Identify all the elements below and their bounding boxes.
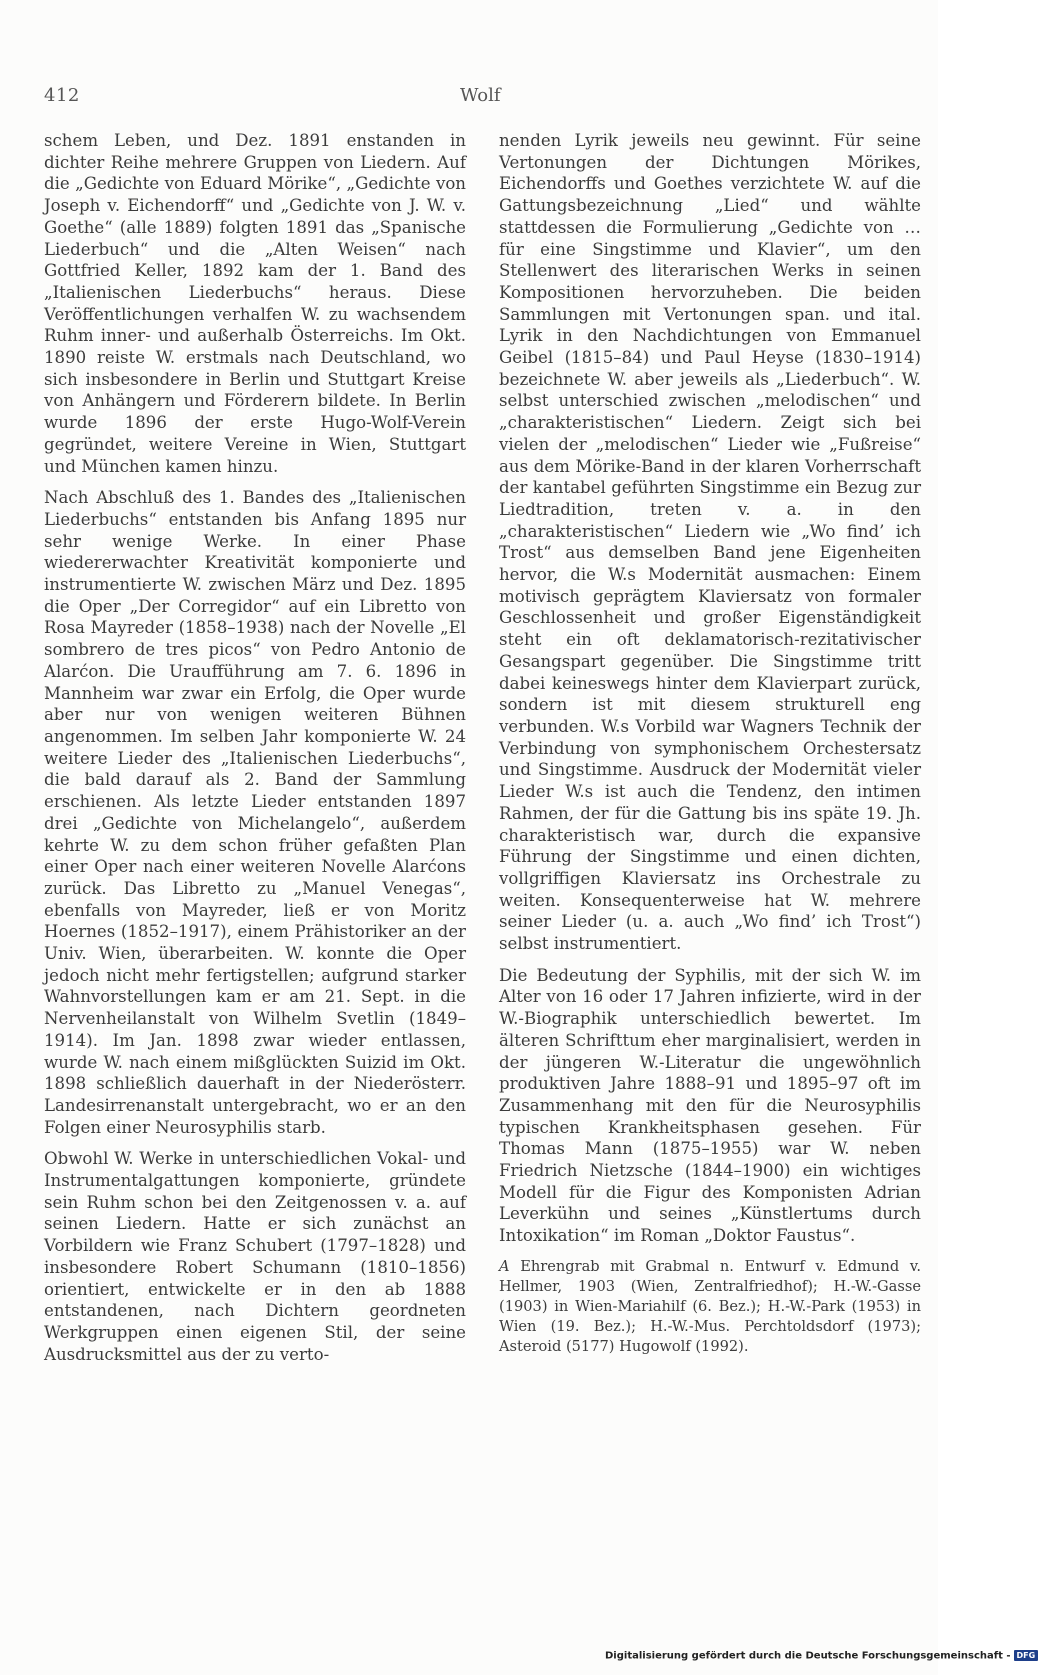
- paragraph: Nach Abschluß des 1. Bandes des „Italienischen Liederbuchs“ entstanden bis Anfang 1895 nur sehr wenige Werke. In einer Phase wiedererwachter Kreativität komponierte und instrumentierte W. zwischen März und Dez. 1895 die Oper „Der Corregidor“ auf ein Libretto von Rosa Mayreder (1858–1938) nach der Novelle „El sombrero de tres picos“ von Pedro Antonio de Alarćon. Die Uraufführung am 7. 6. 1896 in Mannheim war zwar ein Erfolg, die Oper wurde aber nur von wenigen weiteren Bühnen angenommen. Im selben Jahr komponierte W. 24 weitere Lieder des „Italienischen Liederbuchs“, die bald darauf als 2. Band der Sammlung erschienen. Als letzte Lieder entstanden 1897 drei „Gedichte von Michelangelo“, außerdem kehrte W. zu dem schon früher gefaßten Plan einer Oper nach einer weiteren Novelle Alarćons zurück. Das Libretto zu „Manuel Venegas“, ebenfalls von Mayreder, ließ er von Moritz Hoernes (1852–1917), einem Prähistoriker an der Univ. Wien, überarbeiten. W. konnte die Oper jedoch nicht mehr fertigstellen; aufgrund starker Wahnvorstellungen kam er am 21. Sept. in die Nervenheilanstalt von Wilhelm Svetlin (1849–1914). Im Jan. 1898 zwar wieder entlassen, wurde W. nach einem mißglückten Suizid im Okt. 1898 schließlich dauerhaft in der Niederösterr. Landesirrenanstalt untergebracht, wo er an den Folgen einer Neurosyphilis starb.: [44, 488, 466, 1137]
- paragraph: nenden Lyrik jeweils neu gewinnt. Für seine Vertonungen der Dichtungen Mörikes, Eichendorffs und Goethes verzichtete W. auf die Gattungsbezeichnung „Lied“ und wählte stattdessen die Formulierung „Gedichte von … für eine Singstimme und Klavier“, um den Stellenwert des literarischen Werks in seinen Kompositionen hervorzuheben. Die beiden Sammlungen mit Vertonungen span. und ital. Lyrik in den Nachdichtungen von Emmanuel Geibel (1815–84) und Paul Heyse (1830–1914) bezeichnete W. aber jeweils als „Liederbuch“. W. selbst unterschied zwischen „melodischen“ und „charakteristischen“ Liedern. Zeigt sich bei vielen der „melodischen“ Lieder wie „Fußreise“ aus dem Mörike-Band in der klaren Vorherrschaft der kantabel geführten Singstimme ein Bezug zur Liedtradition, treten v. a. in den „charakteristischen“ Liedern wie „Wo find’ ich Trost“ aus demselben Band jene Eigenheiten hervor, die W.s Modernität ausmachen: Einem motivisch geprägtem Klaviersatz von formaler Geschlossenheit und großer Eigenständigkeit steht ein oft deklamatorisch-rezitativischer Gesangspart gegenüber. Die Singstimme tritt dabei keineswegs hinter dem Klavierpart zurück, sondern ist mit diesem strukturell eng verbunden. W.s Vorbild war Wagners Technik der Verbindung von symphonischem Orchestersatz und Singstimme. Ausdruck der Modernität vieler Lieder W.s ist auch die Tendenz, den intimen Rahmen, der für die Gattung bis ins späte 19. Jh. charakteristisch war, durch die expansive Führung der Singstimme und einen dichten, vollgriffigen Klaviersatz ins Orchestrale zu weiten. Konsequenterweise hat W. mehrere seiner Lieder (u. a. auch „Wo find’ ich Trost“) selbst instrumentiert.: [499, 131, 921, 954]
- running-head: Wolf: [460, 85, 501, 106]
- reference-text: Ehrengrab mit Grabmal n. Entwurf v. Edmund v. Hellmer, 1903 (Wien, Zentralfriedhof); H.-W.-Gasse (1903) in Wien-Mariahilf (6. Bez.); H.-W.-Park (1953) in Wien (19. Bez.); H.-W.-Mus. Perchtoldsdorf (1973); Asteroid (5177) Hugowolf (1992).: [499, 1257, 921, 1355]
- reference-note: [499, 1257, 921, 1357]
- footer-text: Digitalisierung gefördert durch die Deutsche Forschungsgemeinschaft -: [605, 1650, 1011, 1662]
- paragraph: schem Leben, und Dez. 1891 enstanden in dichter Reihe mehrere Gruppen von Liedern. Auf die „Gedichte von Eduard Mörike“, „Gedichte von Joseph v. Eichendorff“ und „Gedichte von J. W. v. Goethe“ (alle 1889) folgten 1891 das „Spanische Liederbuch“ und die „Alten Weisen“ nach Gottfried Keller, 1892 kam der 1. Band des „Italienischen Liederbuchs“ heraus. Diese Veröffentlichungen verhalfen W. zu wachsendem Ruhm inner- und außerhalb Österreichs. Im Okt. 1890 reiste W. erstmals nach Deutschland, wo sich insbesondere in Berlin und Stuttgart Kreise von Anhängern und Förderern bildete. In Berlin wurde 1896 der erste Hugo-Wolf-Verein gegründet, weitere Vereine in Wien, Stuttgart und München kamen hinzu.: [44, 131, 466, 476]
- digitization-footer: [605, 1650, 1038, 1662]
- paragraph: Die Bedeutung der Syphilis, mit der sich W. im Alter von 16 oder 17 Jahren infizierte, wird in der W.-Biographik unterschiedlich bewertet. Im älteren Schrifttum eher marginalisiert, werden in der jüngeren W.-Literatur die ungewöhnlich produktiven Jahre 1888–91 und 1895–97 oft im Zusammenhang mit den für die Neurosyphilis typischen Krankheitsphasen gesehen. Für Thomas Mann (1875–1955) war W. neben Friedrich Nietzsche (1844–1900) ein wichtiges Modell für die Figur des Komponisten Adrian Leverkühn und seines „Künstlertums durch Intoxikation“ im Roman „Doktor Faustus“.: [499, 965, 921, 1246]
- reference-marker: A: [499, 1257, 510, 1275]
- left-column: [44, 130, 466, 1375]
- page-number: 412: [44, 85, 80, 106]
- paragraph: Obwohl W. Werke in unterschiedlichen Vokal- und Instrumentalgattungen komponierte, gründete sein Ruhm schon bei den Zeitgenossen v. a. auf seinen Liedern. Hatte er sich zunächst an Vorbildern wie Franz Schubert (1797–1828) und insbesondere Robert Schumann (1810–1856) orientiert, entwickelte er in den ab 1888 entstandenen, nach Dichtern geordneten Werkgruppen einen eigenen Stil, der seine Ausdrucksmittel aus der zu verto-: [44, 1149, 466, 1364]
- right-column: [499, 130, 921, 1367]
- dfg-logo: DFG: [1014, 1650, 1038, 1661]
